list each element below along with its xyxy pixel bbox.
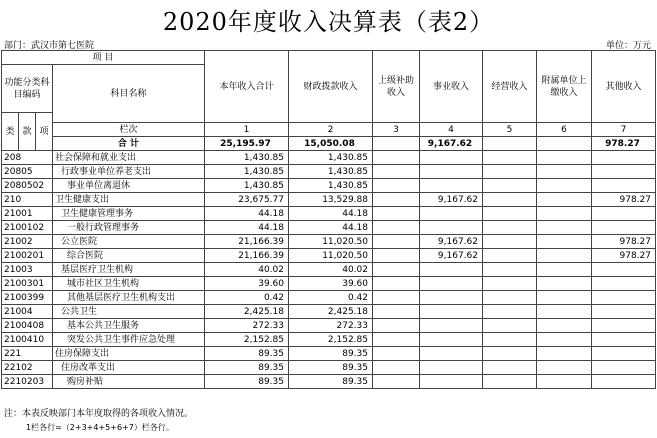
row-value: 39.60: [289, 277, 373, 291]
row-value: [373, 193, 420, 207]
table-row: [2, 347, 656, 361]
unit-label: 单位：万元: [605, 41, 651, 51]
func-code-header: 功能分类科目编码: [2, 65, 53, 113]
row-value: [373, 375, 420, 389]
col-upper-header: 上级补助收入: [373, 51, 420, 123]
row-value: [483, 193, 537, 207]
income-table: [1, 50, 656, 389]
row-value: [537, 263, 592, 277]
row-code: 2100201: [2, 249, 53, 263]
total-cell: 9,167.62: [420, 137, 483, 151]
row-value: 89.35: [289, 361, 373, 375]
col-business-header: 事业收入: [420, 51, 483, 123]
row-value: 2,152.85: [289, 333, 373, 347]
row-value: 1,430.85: [289, 151, 373, 165]
row-value: [483, 333, 537, 347]
row-value: [537, 207, 592, 221]
col-num-3: 3: [373, 123, 420, 137]
row-code: 221: [2, 347, 53, 361]
table-row: [2, 319, 656, 333]
row-value: [420, 305, 483, 319]
row-value: [483, 361, 537, 375]
col-num-7: 7: [592, 123, 656, 137]
row-value: [420, 361, 483, 375]
table-row: [2, 305, 656, 319]
row-value: [420, 291, 483, 305]
row-value: 44.18: [289, 207, 373, 221]
row-value: [373, 361, 420, 375]
project-header: 项 目: [2, 51, 205, 65]
table-row: [2, 361, 656, 375]
row-value: [373, 249, 420, 263]
row-subject-name: 住房改革支出: [53, 361, 205, 375]
row-value: [592, 263, 656, 277]
footnote-formula: 1栏各行=（2+3+4+5+6+7）栏各行。: [26, 423, 174, 432]
row-value: [373, 235, 420, 249]
row-value: [483, 319, 537, 333]
row-value: 9,167.62: [420, 249, 483, 263]
col-num-1: 1: [205, 123, 289, 137]
row-value: 0.42: [205, 291, 289, 305]
row-value: [537, 249, 592, 263]
row-code: 21001: [2, 207, 53, 221]
table-row: [2, 179, 656, 193]
row-value: 2,425.18: [289, 305, 373, 319]
row-value: [483, 235, 537, 249]
row-value: [420, 263, 483, 277]
row-value: [420, 221, 483, 235]
row-value: [373, 179, 420, 193]
row-value: [420, 333, 483, 347]
row-value: [592, 277, 656, 291]
row-value: [592, 221, 656, 235]
row-value: 89.35: [205, 347, 289, 361]
row-value: [420, 151, 483, 165]
row-value: 1,430.85: [289, 179, 373, 193]
row-value: [537, 277, 592, 291]
row-subject-name: 公共卫生: [53, 305, 205, 319]
table-row: [2, 193, 656, 207]
row-value: [420, 179, 483, 193]
row-subject-name: 综合医院: [53, 249, 205, 263]
table-row: [2, 207, 656, 221]
row-value: [373, 333, 420, 347]
row-value: [373, 165, 420, 179]
row-code: 2100408: [2, 319, 53, 333]
row-value: [420, 165, 483, 179]
row-value: 1,430.85: [205, 179, 289, 193]
table-row: [2, 263, 656, 277]
row-code: 2100399: [2, 291, 53, 305]
table-row: [2, 235, 656, 249]
col-num-6: 6: [537, 123, 592, 137]
total-cell: 15,050.08: [289, 137, 373, 151]
row-value: 39.60: [205, 277, 289, 291]
row-value: [537, 179, 592, 193]
subject-name-header: 科目名称: [53, 65, 205, 123]
row-code: 20805: [2, 165, 53, 179]
row-value: [373, 263, 420, 277]
row-code: 208: [2, 151, 53, 165]
row-subject-name: 卫生健康管理事务: [53, 207, 205, 221]
row-value: [537, 235, 592, 249]
row-code: 210: [2, 193, 53, 207]
row-subject-name: 突发公共卫生事件应急处理: [53, 333, 205, 347]
row-value: [483, 151, 537, 165]
row-value: [483, 375, 537, 389]
total-cell: [373, 137, 420, 151]
row-code: 2100102: [2, 221, 53, 235]
total-cell: [483, 137, 537, 151]
row-value: [483, 277, 537, 291]
row-value: [483, 179, 537, 193]
table-row: [2, 291, 656, 305]
row-code: 21004: [2, 305, 53, 319]
row-value: [537, 375, 592, 389]
row-value: [483, 263, 537, 277]
total-cell: 978.27: [592, 137, 656, 151]
row-code: 21002: [2, 235, 53, 249]
row-value: [373, 277, 420, 291]
col-num-4: 4: [420, 123, 483, 137]
row-value: [537, 151, 592, 165]
row-subject-name: 基层医疗卫生机构: [53, 263, 205, 277]
row-value: 11,020.50: [289, 235, 373, 249]
report-title: 2020年度收入决算表（表2）: [162, 8, 495, 36]
col-operation-header: 经营收入: [483, 51, 537, 123]
row-subject-name: 事业单位离退休: [53, 179, 205, 193]
row-value: [537, 291, 592, 305]
row-value: 89.35: [289, 347, 373, 361]
row-value: [592, 305, 656, 319]
col-num-5: 5: [483, 123, 537, 137]
row-value: 89.35: [205, 361, 289, 375]
row-value: [373, 221, 420, 235]
table-row: [2, 249, 656, 263]
row-value: [537, 305, 592, 319]
row-subject-name: 公立医院: [53, 235, 205, 249]
row-value: [592, 319, 656, 333]
table-row: [2, 277, 656, 291]
row-value: [537, 221, 592, 235]
row-value: 272.33: [289, 319, 373, 333]
row-subject-name: 其他基层医疗卫生机构支出: [53, 291, 205, 305]
row-value: [420, 319, 483, 333]
row-value: [373, 305, 420, 319]
row-value: 40.02: [289, 263, 373, 277]
row-value: 2,425.18: [205, 305, 289, 319]
row-code: 2210203: [2, 375, 53, 389]
row-value: [483, 165, 537, 179]
row-subject-name: 一般行政管理事务: [53, 221, 205, 235]
row-value: [537, 165, 592, 179]
col-fiscal-header: 财政拨款收入: [289, 51, 373, 123]
row-value: 2,152.85: [205, 333, 289, 347]
row-value: [483, 305, 537, 319]
row-code: 2100301: [2, 277, 53, 291]
row-code: 2080502: [2, 179, 53, 193]
table-row: [2, 165, 656, 179]
row-value: [483, 291, 537, 305]
row-value: [420, 347, 483, 361]
col-affiliated-header: 附属单位上缴收入: [537, 51, 592, 123]
row-value: 1,430.85: [289, 165, 373, 179]
row-subject-name: 城市社区卫生机构: [53, 277, 205, 291]
row-value: 1,430.85: [205, 165, 289, 179]
row-value: 13,529.88: [289, 193, 373, 207]
row-value: 11,020.50: [289, 249, 373, 263]
row-code: 21003: [2, 263, 53, 277]
row-value: [537, 347, 592, 361]
row-value: [373, 319, 420, 333]
row-value: 44.18: [205, 221, 289, 235]
row-value: [537, 361, 592, 375]
total-cell: [537, 137, 592, 151]
row-value: [537, 333, 592, 347]
row-value: 44.18: [205, 207, 289, 221]
col-total-header: 本年收入合计: [205, 51, 289, 123]
row-value: 40.02: [205, 263, 289, 277]
row-value: [537, 319, 592, 333]
row-value: [483, 221, 537, 235]
row-value: 1,430.85: [205, 151, 289, 165]
table-row: [2, 375, 656, 389]
footnote: 注：本表反映部门本年度取得的各项收入情况。: [4, 409, 194, 419]
row-value: 44.18: [289, 221, 373, 235]
row-value: 89.35: [205, 375, 289, 389]
row-value: [592, 347, 656, 361]
table-row: [2, 151, 656, 165]
row-subject-name: 基本公共卫生服务: [53, 319, 205, 333]
row-value: 9,167.62: [420, 235, 483, 249]
kuan-header: 款: [19, 113, 36, 151]
col-other-header: 其他收入: [592, 51, 656, 123]
xiang-header: 项: [36, 113, 53, 151]
table-row: [2, 333, 656, 347]
row-code: 2100410: [2, 333, 53, 347]
row-no-header: 栏次: [53, 123, 205, 137]
row-value: [592, 361, 656, 375]
row-value: [537, 193, 592, 207]
row-value: [592, 207, 656, 221]
department-label: 部门：武汉市第七医院: [4, 41, 95, 51]
row-value: [373, 347, 420, 361]
col-num-2: 2: [289, 123, 373, 137]
row-value: [373, 151, 420, 165]
row-value: 21,166.39: [205, 249, 289, 263]
row-subject-name: 社会保障和就业支出: [53, 151, 205, 165]
row-value: 0.42: [289, 291, 373, 305]
row-value: [592, 179, 656, 193]
row-subject-name: 购房补贴: [53, 375, 205, 389]
row-value: [483, 207, 537, 221]
total-label: 合 计: [53, 137, 205, 151]
row-value: [592, 375, 656, 389]
row-value: 272.33: [205, 319, 289, 333]
row-subject-name: 行政事业单位养老支出: [53, 165, 205, 179]
row-value: 21,166.39: [205, 235, 289, 249]
row-value: [420, 207, 483, 221]
row-value: 89.35: [289, 375, 373, 389]
row-value: [420, 375, 483, 389]
row-value: [592, 291, 656, 305]
row-value: [373, 207, 420, 221]
lei-header: 类: [2, 113, 19, 151]
row-subject-name: 卫生健康支出: [53, 193, 205, 207]
row-value: 978.27: [592, 249, 656, 263]
row-value: [592, 165, 656, 179]
row-value: [592, 333, 656, 347]
row-subject-name: 住房保障支出: [53, 347, 205, 361]
row-value: 978.27: [592, 235, 656, 249]
row-value: [373, 291, 420, 305]
row-value: 23,675.77: [205, 193, 289, 207]
row-value: [420, 277, 483, 291]
row-value: 9,167.62: [420, 193, 483, 207]
row-code: 22102: [2, 361, 53, 375]
table-row: [2, 221, 656, 235]
row-value: 978.27: [592, 193, 656, 207]
row-value: [592, 151, 656, 165]
row-value: [483, 249, 537, 263]
row-value: [483, 347, 537, 361]
total-cell: 25,195.97: [205, 137, 289, 151]
